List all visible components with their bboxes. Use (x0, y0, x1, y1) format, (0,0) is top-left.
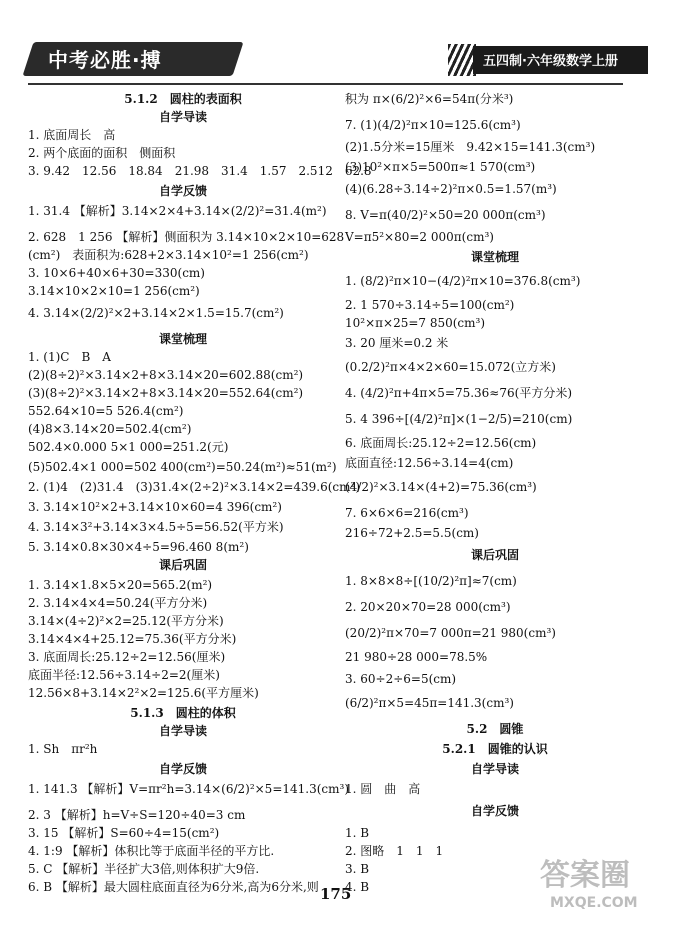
answer-line: 1. 圆 曲 高 (345, 782, 421, 796)
answer-line: 552.64×10=5 526.4(cm²) (28, 404, 184, 418)
answer-line: 6. 底面周长:25.12÷2=12.56(cm) (345, 436, 537, 450)
answer-line: (3)(8÷2)²×3.14×2+8×3.14×20=552.64(cm²) (28, 386, 304, 400)
section-heading: 课后巩固 (470, 548, 519, 562)
answer-line: (4/2)²×3.14×(4+2)=75.36(cm³) (345, 480, 537, 494)
section-heading: 自学反馈 (158, 184, 207, 198)
section-heading: 5.2.1 圆锥的认识 (442, 742, 548, 756)
answer-line: V=π5²×80=2 000π(cm³) (345, 230, 494, 244)
answer-line: (2)(8÷2)²×3.14×2+8×3.14×20=602.88(cm²) (28, 368, 304, 382)
answer-line: 502.4×0.000 5×1 000=251.2(元) (28, 440, 229, 454)
answer-line: 3.14×10×2×10=1 256(cm²) (28, 284, 200, 298)
answer-line: 1. Sh πr²h (28, 742, 98, 756)
answer-line: 5. 4 396÷[(4/2)²π]×(1−2/5)=210(cm) (345, 412, 573, 426)
answer-line: (2)1.5分米=15厘米 9.42×15=141.3(cm³) (345, 140, 596, 154)
header-book-title: 五四制·六年级数学上册 (483, 54, 618, 69)
section-heading: 课后巩固 (158, 558, 207, 572)
answer-line: 1. 8×8×8÷[(10/2)²π]≈7(cm) (345, 574, 517, 588)
section-heading: 5.1.3 圆柱的体积 (130, 706, 236, 720)
page-number: 175 (320, 885, 352, 903)
answer-line: 4. 3.14×(2/2)²×2+3.14×2×1.5=15.7(cm²) (28, 306, 284, 320)
answer-line: 2. 图略 1 1 1 (345, 844, 444, 858)
answer-line: 6. B 【解析】最大圆柱底面直径为6分米,高为6分米,则 (28, 880, 319, 894)
answer-line: 4. 3.14×3²+3.14×3×4.5÷5=56.52(平方米) (28, 520, 284, 534)
answer-line: 5. 3.14×0.8×30×4÷5=96.460 8(m²) (28, 540, 249, 554)
answer-line: 4. 1:9 【解析】体积比等于底面半径的平方比. (28, 844, 275, 858)
answer-line: 5. C 【解析】半径扩大3倍,则体积扩大9倍. (28, 862, 260, 876)
answer-line: (20/2)²π×70=7 000π=21 980(cm³) (345, 626, 556, 640)
answer-line: 2. 两个底面的面积 侧面积 (28, 146, 176, 160)
answer-line: 3. 60÷2÷6=5(cm) (345, 672, 457, 686)
answer-line: 3. 15 【解析】S=60÷4=15(cm²) (28, 826, 220, 840)
answer-line: 7. 6×6×6=216(cm³) (345, 506, 469, 520)
answer-line: 10²×π×25=7 850(cm³) (345, 316, 486, 330)
watermark-url: MXQE.COM (550, 895, 638, 911)
answer-line: 3. 底面周长:25.12÷2=12.56(厘米) (28, 650, 226, 664)
answer-line: 216÷72+2.5=5.5(cm) (345, 526, 479, 540)
answer-line: 3. 3.14×10²×2+3.14×10×60=4 396(cm²) (28, 500, 282, 514)
answer-line: (6/2)²π×5=45π=141.3(cm³) (345, 696, 514, 710)
section-heading: 自学导读 (158, 110, 207, 124)
answer-line: 1. (1)C B A (28, 350, 111, 364)
section-heading: 自学导读 (158, 724, 207, 738)
answer-line: 1. 31.4 【解析】3.14×2×4+3.14×(2/2)²=31.4(m²) (28, 204, 327, 218)
answer-line: 1. 底面周长 高 (28, 128, 116, 142)
answer-line: 2. 20×20×70=28 000(cm³) (345, 600, 511, 614)
answer-line: 1. 141.3 【解析】V=πr²h=3.14×(6/2)²×5=141.3(cm³) (28, 782, 350, 796)
answer-line: 4. (4/2)²π+4π×5=75.36≈76(平方分米) (345, 386, 572, 400)
section-heading: 自学反馈 (158, 762, 207, 776)
answer-line: 8. V=π(40/2)²×50=20 000π(cm³) (345, 208, 546, 222)
answer-line: 7. (1)(4/2)²π×10=125.6(cm³) (345, 118, 521, 132)
section-heading: 5.2 圆锥 (466, 722, 524, 736)
answer-line: 底面半径:12.56÷3.14÷2=2(厘米) (28, 668, 220, 682)
answer-line: 12.56×8+3.14×2²×2=125.6(平方厘米) (28, 686, 259, 700)
answer-line: 2. 1 570÷3.14÷5=100(cm²) (345, 298, 515, 312)
section-heading: 课堂梳理 (158, 332, 207, 346)
section-heading: 自学导读 (470, 762, 519, 776)
answer-line: 21 980÷28 000=78.5% (345, 650, 488, 664)
header-rule (28, 83, 623, 85)
answer-line: 2. 3 【解析】h=V÷S=120÷40=3 cm (28, 808, 246, 822)
answer-line: (3)10²×π×5=500π≈1 570(cm³) (345, 160, 536, 174)
watermark-logo: 答案圈 (540, 858, 630, 893)
answer-line: 3. B (345, 862, 370, 876)
answer-line: (4)8×3.14×20=502.4(cm²) (28, 422, 192, 436)
answer-line: (0.2/2)²π×4×2×60=15.072(立方米) (345, 360, 556, 374)
header-stripes (448, 44, 476, 76)
answer-line: 3. 9.42 12.56 18.84 21.98 31.4 1.57 2.512 62.8 (28, 164, 372, 178)
answer-line: 底面直径:12.56÷3.14=4(cm) (345, 456, 514, 470)
answer-line: 4. B (345, 880, 370, 894)
answer-line: 3. 20 厘米=0.2 米 (345, 336, 449, 350)
answer-line: (4)(6.28÷3.14÷2)²π×0.5=1.57(m³) (345, 182, 557, 196)
answer-line: 积为 π×(6/2)²×6=54π(分米³) (345, 92, 514, 106)
answer-line: (5)502.4×1 000=502 400(cm²)=50.24(m²)≈51(m²) (28, 460, 337, 474)
answer-line: 3. 10×6+40×6+30=330(cm) (28, 266, 205, 280)
answer-line: 3.14×4×4+25.12=75.36(平方分米) (28, 632, 237, 646)
section-heading: 课堂梳理 (470, 250, 519, 264)
answer-line: 2. (1)4 (2)31.4 (3)31.4×(2÷2)²×3.14×2=439.6(cm²) (28, 480, 361, 494)
answer-line: 1. B (345, 826, 370, 840)
answer-line: 1. 3.14×1.8×5×20=565.2(m²) (28, 578, 213, 592)
answer-line: 2. 3.14×4×4=50.24(平方分米) (28, 596, 208, 610)
answer-line: (cm²) 表面积为:628+2×3.14×10²=1 256(cm²) (28, 248, 309, 262)
page-header (28, 38, 628, 80)
answer-line: 2. 628 1 256 【解析】侧面积为 3.14×10×2×10=628 (28, 230, 345, 244)
answer-line: 3.14×(4÷2)²×2=25.12(平方分米) (28, 614, 224, 628)
section-heading: 自学反馈 (470, 804, 519, 818)
section-heading: 5.1.2 圆柱的表面积 (124, 92, 242, 106)
answer-line: 1. (8/2)²π×10−(4/2)²π×10=376.8(cm³) (345, 274, 581, 288)
header-series-title: 中考必胜·搏 (48, 48, 162, 72)
